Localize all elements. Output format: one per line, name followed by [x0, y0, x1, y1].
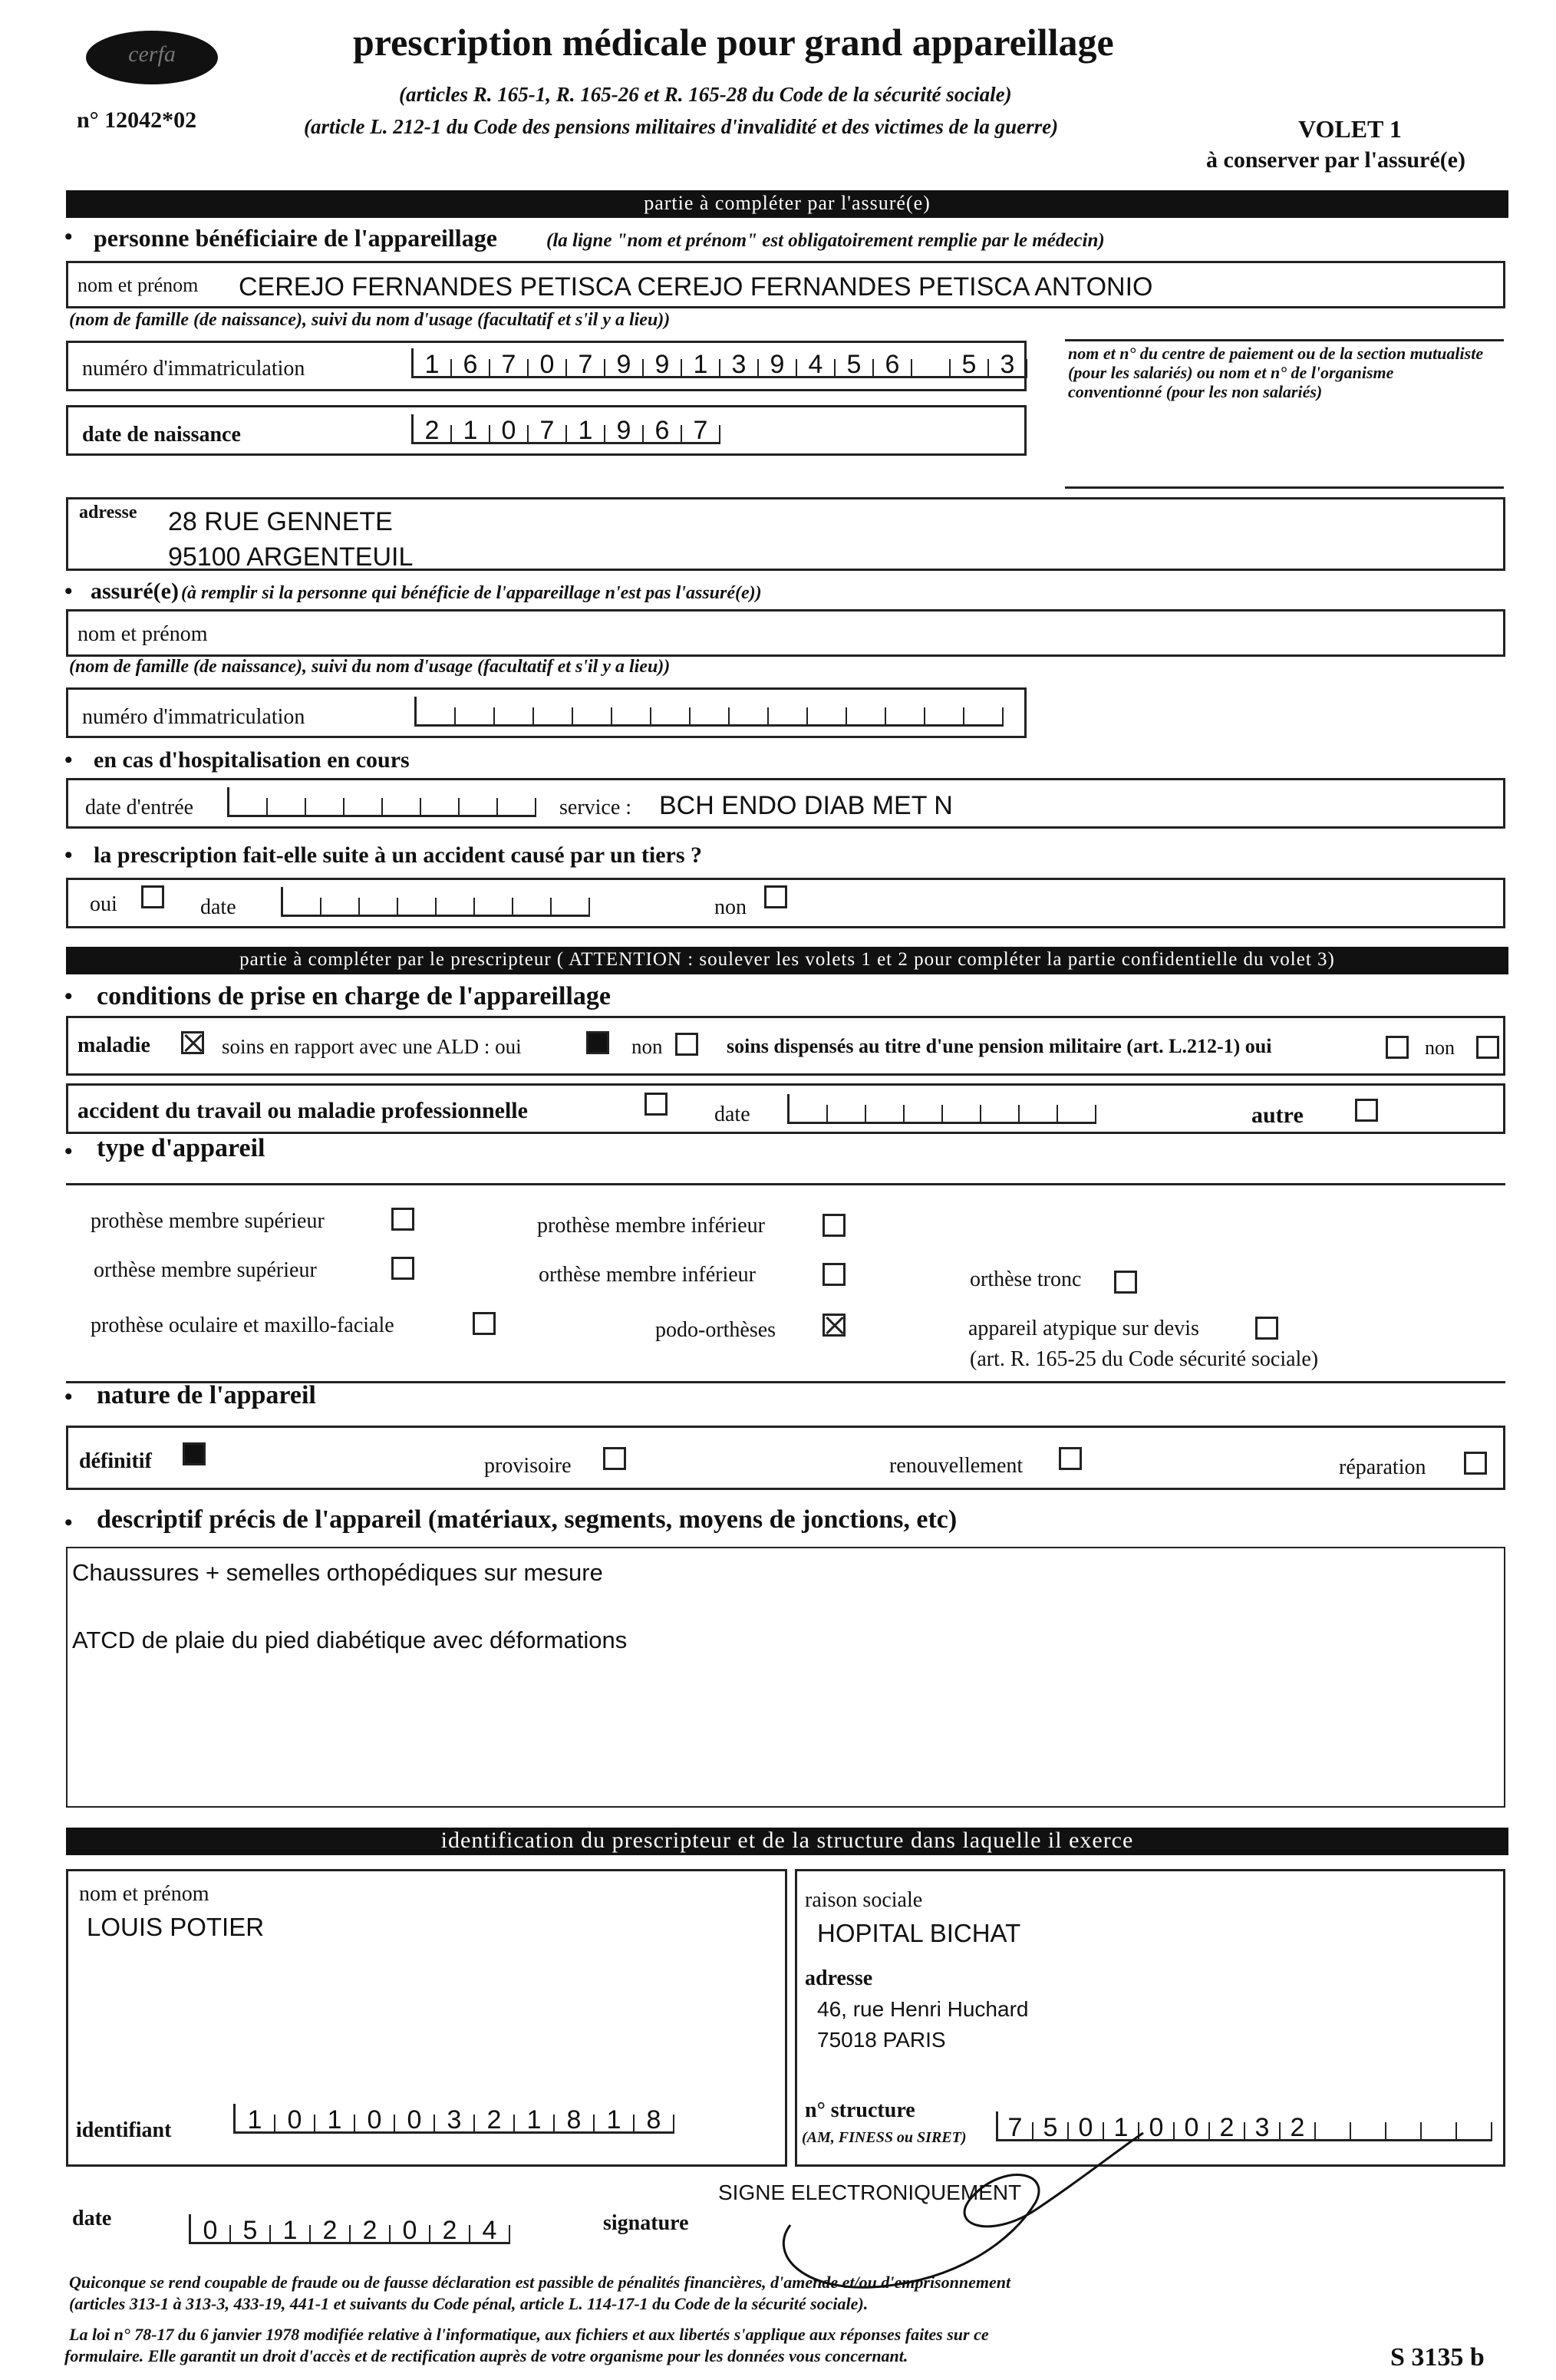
digit-cell[interactable]: [513, 898, 552, 915]
pension-oui-checkbox[interactable]: [1386, 1036, 1409, 1059]
bullet: •: [64, 579, 73, 604]
assure-immat-box[interactable]: numéro d'immatriculation: [66, 687, 1027, 738]
digit-cell[interactable]: [1422, 2122, 1457, 2139]
bullet: •: [64, 1510, 73, 1535]
digit-cell[interactable]: 5: [231, 2225, 271, 2242]
digit-cell[interactable]: [534, 707, 573, 724]
digit-cell[interactable]: 1: [271, 2225, 311, 2242]
address-line-2: 95100 ARGENTEUIL: [168, 542, 414, 572]
descriptif-box[interactable]: [66, 1547, 1505, 1808]
section-bar-identification: identification du prescripteur et de la structure dans laquelle il exerce: [66, 1828, 1508, 1855]
digit-cell[interactable]: [268, 798, 306, 815]
digit-cell[interactable]: [573, 707, 612, 724]
accident-travail-checkbox[interactable]: [644, 1093, 668, 1116]
digit-cell[interactable]: 6: [644, 425, 682, 442]
beneficiaire-name-value: CEREJO FERNANDES PETISCA CEREJO FERNANDES PETISCA ANTONIO: [239, 272, 1153, 302]
prescripteur-id-digits: [233, 2104, 674, 2134]
pension-non-checkbox[interactable]: [1476, 1036, 1499, 1059]
dob-digits: [411, 414, 720, 444]
accident-question: la prescription fait-elle suite à un accident causé par un tiers ?: [94, 842, 703, 868]
digit-cell[interactable]: [925, 707, 964, 724]
structure-adresse-line-1: 46, rue Henri Huchard: [817, 1997, 1029, 2021]
digit-cell[interactable]: [421, 798, 460, 815]
maladie-checkbox[interactable]: [181, 1031, 204, 1054]
digit-cell[interactable]: 3: [720, 359, 759, 376]
item-podo-ortheses: podo-orthèses: [655, 1318, 776, 1342]
digit-cell[interactable]: [866, 1105, 905, 1122]
digit-cell[interactable]: 9: [605, 359, 644, 376]
signature-label: signature: [603, 2211, 689, 2235]
orthese-membre-inferieur-checkbox[interactable]: [823, 1263, 846, 1286]
address-box[interactable]: adresse 28 RUE GENNETE 95100 ARGENTEUIL: [66, 497, 1505, 571]
digit-cell[interactable]: 7: [529, 425, 567, 442]
digit-cell[interactable]: [886, 707, 925, 724]
loi-line-2: formulaire. Elle garantit un droit d'accès et de rectification auprès de votre organisme pour les données vous concernant.: [64, 2346, 908, 2365]
centre-note: nom et n° du centre de paiement ou de la section mutualiste (pour les salariés) ou nom et n° de l'organisme conventionné (pour les non salariés): [1068, 344, 1484, 401]
item-appareil-atypique-note: (art. R. 165-25 du Code sécurité sociale): [970, 1347, 1319, 1371]
digit-cell[interactable]: 1: [236, 2115, 275, 2131]
digit-cell[interactable]: [912, 359, 951, 376]
orthese-tronc-checkbox[interactable]: [1114, 1271, 1137, 1294]
digit-cell[interactable]: 3: [1245, 2122, 1281, 2139]
digit-cell[interactable]: 2: [351, 2225, 391, 2242]
digit-cell[interactable]: [417, 707, 456, 724]
digit-cell[interactable]: 1: [414, 359, 452, 376]
loi-line-1: La loi n° 78-17 du 6 janvier 1978 modifiée relative à l'informatique, aux fichiers et aux libertés s'applique aux réponses faites sur ce: [69, 2325, 989, 2344]
appareil-atypique-checkbox[interactable]: [1255, 1317, 1278, 1340]
assure-immat-digits: [414, 697, 1004, 727]
digit-cell[interactable]: [1457, 2122, 1492, 2139]
bullet: •: [64, 842, 73, 868]
provisoire-checkbox[interactable]: [603, 1447, 626, 1470]
digit-cell[interactable]: 1: [315, 2115, 355, 2131]
digit-cell[interactable]: 0: [1139, 2122, 1175, 2139]
digit-cell[interactable]: 4: [797, 359, 836, 376]
digit-cell[interactable]: 5: [951, 359, 989, 376]
hospitalisation-date-digits: [227, 787, 536, 817]
digit-cell[interactable]: 0: [1175, 2122, 1210, 2139]
digit-cell[interactable]: 2: [414, 425, 452, 442]
digit-cell[interactable]: [651, 707, 691, 724]
signature-text: SIGNE ELECTRONIQUEMENT: [718, 2181, 1022, 2204]
digit-cell[interactable]: 2: [430, 2225, 470, 2242]
articles-line-2: (article L. 212-1 du Code des pensions militaires d'invalidité et des victimes de la guerre): [304, 115, 1059, 138]
beneficiaire-heading: personne bénéficiaire de l'appareillage: [94, 224, 497, 252]
reparation-checkbox[interactable]: [1464, 1452, 1487, 1475]
structure-box: raison sociale HOPITAL BICHAT adresse 46, rue Henri Huchard 75018 PARIS n° structure (AM, FINESS ou SIRET): [795, 1869, 1505, 2167]
hospitalisation-box[interactable]: date d'entrée service : BCH ENDO DIAB MET N: [66, 778, 1505, 829]
ald-oui-checkbox[interactable]: [586, 1031, 609, 1054]
bullet: •: [64, 984, 73, 1009]
digit-cell[interactable]: 1: [515, 2115, 555, 2131]
prothese-oculaire-checkbox[interactable]: [473, 1312, 496, 1335]
descriptif-heading: descriptif précis de l'appareil (matériaux, segments, moyens de jonctions, etc): [97, 1505, 958, 1534]
beneficiaire-immat-box[interactable]: numéro d'immatriculation: [66, 341, 1027, 391]
digit-cell[interactable]: [1316, 2122, 1351, 2139]
descriptif-line-1: Chaussures + semelles orthopédiques sur mesure: [72, 1559, 603, 1586]
nature-heading: nature de l'appareil: [97, 1381, 316, 1409]
volet-label: VOLET 1: [1298, 115, 1402, 143]
cerfa-logo: cerfa: [86, 31, 218, 84]
form-title: prescription médicale pour grand appareillage: [353, 21, 1114, 64]
prothese-membre-inferieur-checkbox[interactable]: [823, 1214, 846, 1237]
digit-cell[interactable]: [456, 707, 495, 724]
digit-cell[interactable]: 2: [1281, 2122, 1316, 2139]
digit-cell[interactable]: [808, 707, 847, 724]
digit-cell[interactable]: 8: [635, 2115, 674, 2131]
nature-box: définitif provisoire renouvellement réparation: [66, 1426, 1505, 1490]
item-orthese-membre-superieur: orthèse membre supérieur: [94, 1258, 317, 1282]
structure-adresse-line-2: 75018 PARIS: [817, 2028, 946, 2052]
accident-travail-date-digits: [787, 1094, 1096, 1124]
date-label: date: [72, 2207, 112, 2230]
digit-cell[interactable]: 2: [475, 2115, 515, 2131]
type-rule-top: [66, 1183, 1505, 1185]
prescripteur-box: nom et prénom LOUIS POTIER identifiant: [66, 1869, 787, 2167]
accident-non-checkbox[interactable]: [764, 885, 787, 908]
digit-cell[interactable]: 1: [682, 359, 720, 376]
digit-cell[interactable]: 0: [1069, 2122, 1104, 2139]
digit-cell[interactable]: [1058, 1105, 1096, 1122]
digit-cell[interactable]: [981, 1105, 1020, 1122]
digit-cell[interactable]: 0: [355, 2115, 395, 2131]
definitif-checkbox[interactable]: [183, 1442, 206, 1465]
digit-cell[interactable]: 9: [759, 359, 797, 376]
hospitalisation-heading: en cas d'hospitalisation en cours: [94, 747, 410, 773]
beneficiaire-name-note: (nom de famille (de naissance), suivi du nom d'usage (facultatif et s'il y a lieu)): [69, 310, 671, 330]
digit-cell[interactable]: 4: [470, 2225, 510, 2242]
item-prothese-oculaire: prothèse oculaire et maxillo-faciale: [91, 1314, 394, 1337]
digit-cell[interactable]: 1: [595, 2115, 635, 2131]
orthese-membre-superieur-checkbox[interactable]: [391, 1257, 414, 1280]
digit-cell[interactable]: 0: [490, 425, 529, 442]
digit-cell[interactable]: [475, 898, 513, 915]
digit-cell[interactable]: [769, 707, 808, 724]
section-bar-assure: partie à compléter par l'assuré(e): [66, 190, 1508, 218]
digit-cell[interactable]: [828, 1105, 866, 1122]
digit-cell[interactable]: [360, 898, 398, 915]
form-number: n° 12042*02: [77, 107, 197, 133]
beneficiaire-note: (la ligne "nom et prénom" est obligatoirement remplie par le médecin): [546, 230, 1105, 251]
digit-cell[interactable]: 3: [435, 2115, 475, 2131]
digit-cell[interactable]: [321, 898, 360, 915]
accident-date-digits: [281, 887, 590, 917]
address-line-1: 28 RUE GENNETE: [168, 507, 393, 536]
digit-cell[interactable]: [790, 1105, 828, 1122]
digit-cell[interactable]: [552, 898, 590, 915]
digit-cell[interactable]: [964, 707, 1004, 724]
item-prothese-membre-inferieur: prothèse membre inférieur: [537, 1214, 765, 1238]
centre-line: [1065, 339, 1504, 341]
renouvellement-checkbox[interactable]: [1059, 1447, 1082, 1470]
digit-cell[interactable]: [1386, 2122, 1422, 2139]
digit-cell[interactable]: [1020, 1105, 1058, 1122]
service-value: BCH ENDO DIAB MET N: [659, 791, 953, 820]
descriptif-line-2: ATCD de plaie du pied diabétique avec déformations: [72, 1627, 628, 1653]
digit-cell[interactable]: 5: [836, 359, 874, 376]
item-appareil-atypique: appareil atypique sur devis: [968, 1317, 1199, 1340]
raison-value: HOPITAL BICHAT: [817, 1919, 1021, 1947]
digit-cell[interactable]: 1: [567, 425, 605, 442]
digit-cell[interactable]: 1: [1104, 2122, 1139, 2139]
digit-cell[interactable]: [691, 707, 730, 724]
digit-cell[interactable]: 6: [452, 359, 490, 376]
digit-cell[interactable]: [905, 1105, 943, 1122]
digit-cell[interactable]: 1: [452, 425, 490, 442]
assure-name-note: (nom de famille (de naissance), suivi du nom d'usage (facultatif et s'il y a lieu)): [69, 657, 671, 677]
digit-cell[interactable]: [344, 798, 383, 815]
digit-cell[interactable]: 7: [567, 359, 605, 376]
digit-cell[interactable]: 2: [1210, 2122, 1245, 2139]
digit-cell[interactable]: [943, 1105, 981, 1122]
digit-cell[interactable]: [398, 898, 437, 915]
type-appareil-heading: type d'appareil: [97, 1134, 265, 1162]
digit-cell[interactable]: 6: [874, 359, 912, 376]
assure-note: (à remplir si la personne qui bénéficie de l'appareillage n'est pas l'assuré(e)): [181, 583, 762, 603]
digit-cell[interactable]: [437, 898, 475, 915]
digit-cell[interactable]: 9: [605, 425, 644, 442]
fraud-line-1: Quiconque se rend coupable de fraude ou de fausse déclaration est passible de pénalités financières, d'amende et/ou d'emprisonnement: [69, 2273, 1011, 2292]
digit-cell[interactable]: 8: [555, 2115, 595, 2131]
articles-line-1: (articles R. 165-1, R. 165-26 et R. 165-28 du Code de la sécurité sociale): [399, 83, 1012, 106]
centre-line-bottom: [1065, 486, 1504, 489]
ald-non-checkbox[interactable]: [675, 1033, 698, 1056]
digit-cell[interactable]: 7: [490, 359, 529, 376]
digit-cell[interactable]: 0: [395, 2115, 435, 2131]
prescripteur-name-value: LOUIS POTIER: [87, 1913, 265, 1941]
digit-cell[interactable]: 7: [682, 425, 720, 442]
digit-cell[interactable]: 7: [998, 2122, 1033, 2139]
conditions-box: maladie soins en rapport avec une ALD : oui non soins dispensés au titre d'une pension militaire (art. L.212-1) oui non: [66, 1016, 1505, 1076]
accident-travail-box: accident du travail ou maladie professionnelle date autre: [66, 1083, 1505, 1134]
item-prothese-membre-superieur: prothèse membre supérieur: [91, 1209, 325, 1233]
item-orthese-membre-inferieur: orthèse membre inférieur: [539, 1263, 756, 1287]
bullet: •: [64, 747, 73, 773]
conditions-heading: conditions de prise en charge de l'appareillage: [97, 982, 611, 1010]
fraud-line-2: (articles 313-1 à 313-3, 433-19, 441-1 et suivants du Code pénal, article L. 114-17-1 du Code de la sécurité sociale).: [69, 2294, 869, 2313]
digit-cell[interactable]: 0: [275, 2115, 315, 2131]
form-code: S 3135 b: [1390, 2343, 1485, 2372]
prothese-membre-superieur-checkbox[interactable]: [391, 1208, 414, 1231]
bullet: •: [64, 1384, 73, 1409]
digit-cell[interactable]: 0: [191, 2225, 231, 2242]
immat-digits: [411, 348, 1027, 378]
bullet: •: [64, 1139, 73, 1164]
accident-oui-checkbox[interactable]: [141, 885, 164, 908]
digit-cell[interactable]: [383, 798, 421, 815]
digit-cell[interactable]: 3: [989, 359, 1027, 376]
digit-cell[interactable]: 5: [1033, 2122, 1069, 2139]
digit-cell[interactable]: [460, 798, 498, 815]
autre-checkbox[interactable]: [1355, 1099, 1378, 1122]
beneficiaire-name-box[interactable]: nom et prénom CEREJO FERNANDES PETISCA CEREJO FERNANDES PETISCA ANTONIO: [66, 261, 1505, 308]
volet-note: à conserver par l'assuré(e): [1206, 147, 1465, 173]
digit-cell[interactable]: 2: [311, 2225, 351, 2242]
digit-cell[interactable]: 0: [391, 2225, 430, 2242]
digit-cell[interactable]: 9: [644, 359, 682, 376]
digit-cell[interactable]: [229, 798, 268, 815]
section-bar-prescripteur: partie à compléter par le prescripteur ( ATTENTION : soulever les volets 1 et 2 pour compléter la partie confidentielle du volet 3): [66, 947, 1508, 974]
digit-cell[interactable]: [730, 707, 769, 724]
digit-cell[interactable]: [612, 707, 651, 724]
accident-box[interactable]: oui date non: [66, 878, 1505, 928]
assure-heading: assuré(e): [91, 579, 179, 604]
item-orthese-tronc: orthèse tronc: [970, 1267, 1082, 1291]
digit-cell[interactable]: [1351, 2122, 1386, 2139]
digit-cell[interactable]: [498, 798, 536, 815]
prescription-date-digits: [189, 2214, 510, 2244]
digit-cell[interactable]: [283, 898, 321, 915]
beneficiaire-dob-box[interactable]: date de naissance: [66, 405, 1027, 456]
bullet: •: [64, 224, 73, 249]
digit-cell[interactable]: [495, 707, 534, 724]
assure-name-box[interactable]: nom et prénom: [66, 609, 1505, 657]
digit-cell[interactable]: 0: [529, 359, 567, 376]
digit-cell[interactable]: [847, 707, 886, 724]
digit-cell[interactable]: [306, 798, 344, 815]
podo-ortheses-checkbox[interactable]: [823, 1314, 846, 1337]
